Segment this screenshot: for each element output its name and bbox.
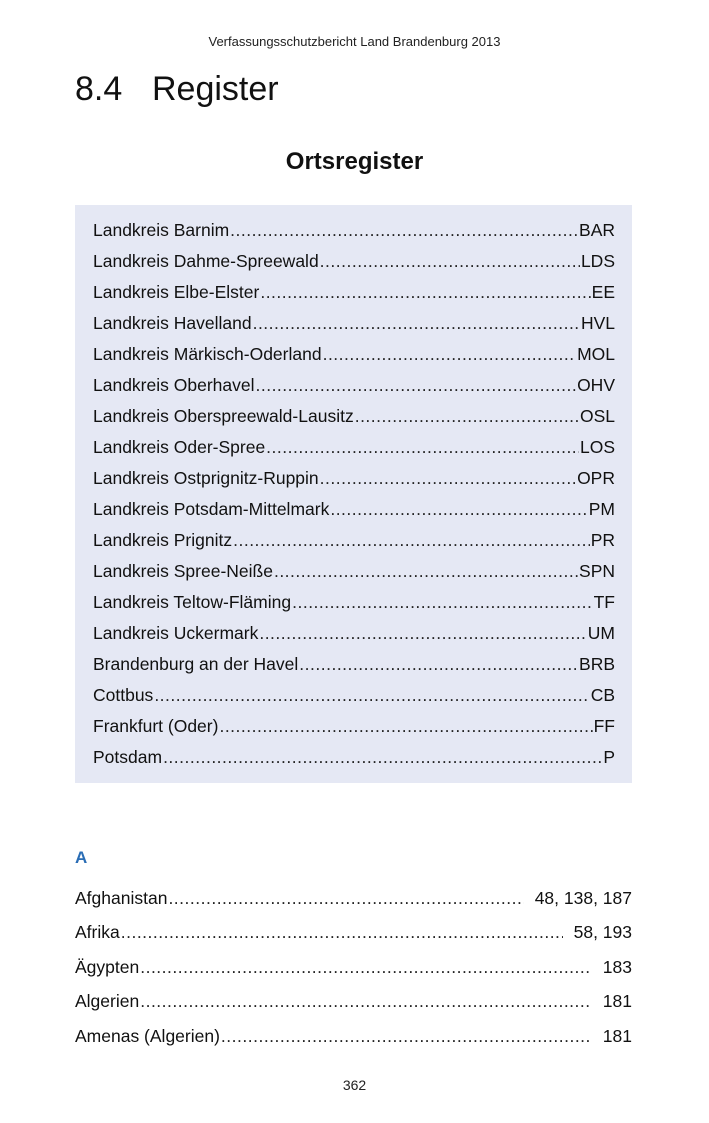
index-entry — [75, 888, 632, 912]
kreis-name: Landkreis Ostprignitz-Ruppin — [93, 468, 319, 488]
kreis-name: Landkreis Dahme-Spreewald — [93, 251, 319, 271]
kreis-abbr: BAR — [579, 220, 615, 240]
dot-leader — [140, 957, 592, 978]
kreis-row — [93, 592, 615, 616]
section-heading — [75, 70, 279, 109]
index-entry-name: Afrika — [75, 922, 120, 942]
dot-leader — [299, 654, 578, 675]
kreis-row — [93, 375, 615, 399]
kreis-name: Landkreis Prignitz — [93, 530, 233, 550]
kreis-abbr: PM — [588, 499, 615, 519]
dot-leader — [355, 406, 579, 427]
index-entry — [75, 1026, 632, 1050]
page-number: 362 — [342, 1077, 367, 1093]
kreis-row — [93, 251, 615, 275]
kreis-row — [93, 561, 615, 585]
kreis-name: Landkreis Oberspreewald-Lausitz — [93, 406, 354, 426]
kreis-row — [93, 685, 615, 709]
kreis-abbr: HVL — [580, 313, 615, 333]
dot-leader — [168, 888, 523, 909]
dot-leader — [154, 685, 589, 706]
kreis-abbr: TF — [593, 592, 615, 612]
dot-leader — [255, 375, 576, 396]
kreis-row — [93, 437, 615, 461]
kreis-abbr: CB — [590, 685, 615, 705]
index-entry-pages: 48, 138, 187 — [534, 888, 632, 908]
dot-leader — [163, 747, 602, 768]
dot-leader — [253, 313, 580, 334]
kreis-name: Landkreis Elbe-Elster — [93, 282, 260, 302]
kreis-abbr: UM — [587, 623, 615, 643]
kreis-row — [93, 654, 615, 678]
ortsregister-heading: Ortsregister — [285, 148, 424, 175]
kreis-abbr: EE — [591, 282, 615, 302]
dot-leader — [260, 282, 590, 303]
kreis-name: Landkreis Spree-Neiße — [93, 561, 273, 581]
kreis-name: Landkreis Oberhavel — [93, 375, 255, 395]
index-entry-name: Ägypten — [75, 957, 140, 977]
kreis-name: Landkreis Märkisch-Oderland — [93, 344, 322, 364]
index-entry-name: Amenas (Algerien) — [75, 1026, 220, 1046]
index-entry — [75, 991, 632, 1015]
kreis-row — [93, 344, 615, 368]
dot-leader — [140, 991, 592, 1012]
index-entry-name: Algerien — [75, 991, 140, 1011]
kreis-abbr: P — [603, 747, 615, 767]
dot-leader — [221, 1026, 592, 1047]
dot-leader — [266, 437, 579, 458]
dot-leader — [320, 468, 576, 489]
kreis-abbreviation-box — [75, 205, 632, 783]
index-entry-pages: 58, 193 — [573, 922, 632, 942]
kreis-row — [93, 623, 615, 647]
running-header: Verfassungsschutzbericht Land Brandenburg 2013 — [208, 34, 501, 49]
dot-leader — [323, 344, 576, 365]
dot-leader — [259, 623, 586, 644]
kreis-row — [93, 530, 615, 554]
section-number: 8.4 — [75, 70, 123, 108]
dot-leader — [292, 592, 593, 613]
kreis-name: Landkreis Teltow-Fläming — [93, 592, 292, 612]
index-entry — [75, 957, 632, 981]
kreis-row — [93, 468, 615, 492]
kreis-abbr: SPN — [579, 561, 615, 581]
index-entry-pages: 183 — [602, 957, 632, 977]
kreis-row — [93, 220, 615, 244]
kreis-abbr: BRB — [579, 654, 615, 674]
index-entry-name: Afghanistan — [75, 888, 168, 908]
dot-leader — [274, 561, 578, 582]
kreis-row — [93, 747, 615, 771]
dot-leader — [330, 499, 587, 520]
kreis-abbr: FF — [593, 716, 615, 736]
kreis-abbr: OSL — [579, 406, 615, 426]
section-title: Register — [152, 70, 279, 108]
kreis-row — [93, 313, 615, 337]
index-entry — [75, 922, 632, 946]
kreis-row — [93, 716, 615, 740]
kreis-name: Frankfurt (Oder) — [93, 716, 219, 736]
kreis-name: Landkreis Barnim — [93, 220, 230, 240]
kreis-row — [93, 282, 615, 306]
index-entry-pages: 181 — [602, 991, 632, 1011]
kreis-name: Potsdam — [93, 747, 163, 767]
dot-leader — [233, 530, 590, 551]
kreis-abbr: OHV — [577, 375, 615, 395]
kreis-name: Landkreis Potsdam-Mittelmark — [93, 499, 330, 519]
index-letter-heading: A — [75, 848, 88, 867]
kreis-name: Landkreis Havelland — [93, 313, 252, 333]
kreis-abbr: OPR — [577, 468, 615, 488]
kreis-name: Landkreis Oder-Spree — [93, 437, 266, 457]
kreis-row — [93, 499, 615, 523]
dot-leader — [230, 220, 578, 241]
kreis-row — [93, 406, 615, 430]
dot-leader — [121, 922, 563, 943]
kreis-abbr: PR — [590, 530, 615, 550]
index-entry-pages: 181 — [602, 1026, 632, 1046]
kreis-abbr: LDS — [580, 251, 615, 271]
kreis-name: Brandenburg an der Havel — [93, 654, 299, 674]
dot-leader — [219, 716, 592, 737]
kreis-name: Cottbus — [93, 685, 154, 705]
kreis-abbr: MOL — [577, 344, 615, 364]
dot-leader — [320, 251, 580, 272]
kreis-name: Landkreis Uckermark — [93, 623, 259, 643]
kreis-abbr: LOS — [579, 437, 615, 457]
